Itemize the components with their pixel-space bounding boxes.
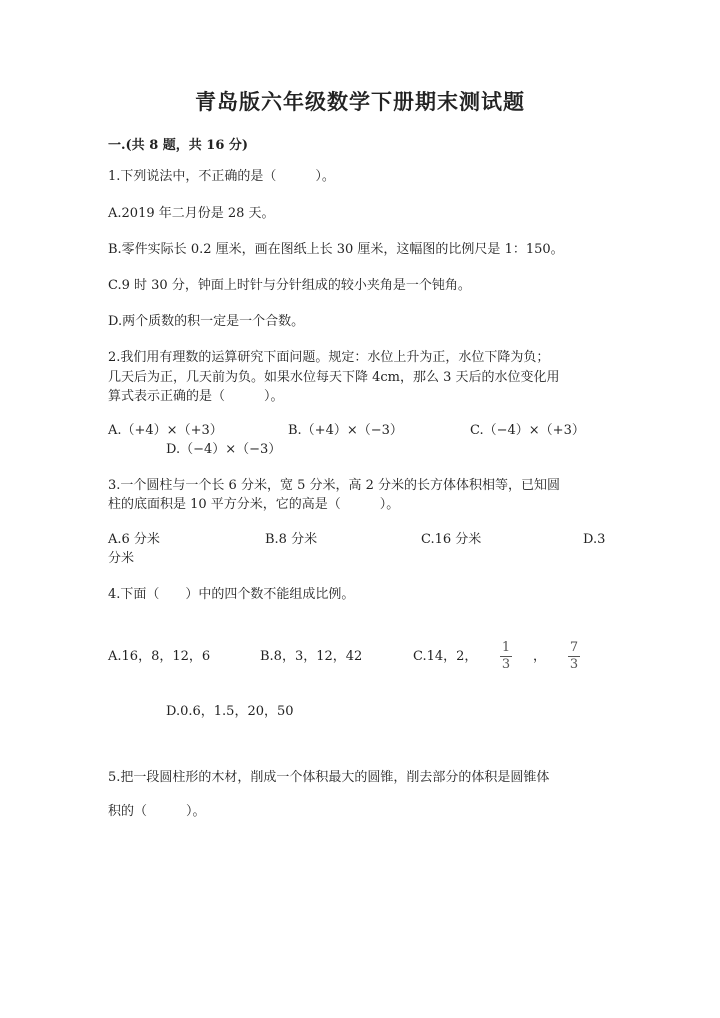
q4-option-c-fraction-2 bbox=[567, 641, 581, 672]
q3-option-b: B.8 分米 bbox=[265, 532, 318, 547]
q4-option-b: B.8，3，12，42 bbox=[260, 649, 363, 664]
section-heading: 一.(共 8 题，共 16 分) bbox=[108, 138, 249, 153]
q1-stem: 1.下列说法中，不正确的是（ ）。 bbox=[108, 169, 335, 184]
q1-option-a: A.2019 年二月份是 28 天。 bbox=[108, 206, 275, 221]
q4-option-c: C.14，2， bbox=[413, 649, 478, 664]
q2-stem-line3: 算式表示正确的是（ ）。 bbox=[108, 389, 284, 404]
q1-option-c: C.9 时 30 分，钟面上时针与分针组成的较小夹角是一个钝角。 bbox=[108, 278, 471, 293]
q2-option-b: B.（+4）×（−3） bbox=[288, 423, 403, 438]
q4-option-d: D.0.6，1.5，20，50 bbox=[166, 704, 294, 719]
page-title: 青岛版六年级数学下册期末测试题 bbox=[195, 89, 525, 114]
q3-option-d: D.3 bbox=[583, 532, 606, 547]
q2-stem-line1: 2.我们用有理数的运算研究下面问题。规定：水位上升为正，水位下降为负； bbox=[108, 350, 550, 365]
q1-option-d: D.两个质数的积一定是一个合数。 bbox=[108, 314, 305, 329]
q4-stem: 4.下面（ ）中的四个数不能组成比例。 bbox=[108, 587, 355, 602]
fraction-denominator: 3 bbox=[501, 657, 511, 672]
q3-stem-line2: 柱的底面积是 10 平方分米，它的高是（ ）。 bbox=[108, 497, 400, 512]
q5-stem-line2: 积的（ ）。 bbox=[108, 804, 206, 819]
q3-option-a: A.6 分米 bbox=[108, 532, 160, 547]
q5-stem-line1: 5.把一段圆柱形的木材，削成一个体积最大的圆锥，削去部分的体积是圆锥体 bbox=[108, 770, 550, 785]
q4-option-a: A.16，8，12，6 bbox=[108, 649, 211, 664]
q2-option-a: A.（+4）×（+3） bbox=[108, 423, 223, 438]
q2-stem-line2: 几天后为正，几天前为负。如果水位每天下降 4cm，那么 3 天后的水位变化用 bbox=[108, 370, 560, 385]
q3-option-d-unit: 分米 bbox=[108, 551, 135, 566]
q1-option-b: B.零件实际长 0.2 厘米，画在图纸上长 30 厘米，这幅图的比例尺是 1：150。 bbox=[108, 242, 564, 257]
q2-option-c: C.（−4）×（+3） bbox=[470, 423, 585, 438]
q4-option-c-separator: ， bbox=[533, 649, 547, 664]
fraction-numerator: 1 bbox=[501, 640, 511, 655]
q3-stem-line1: 3.一个圆柱与一个长 6 分米，宽 5 分米，高 2 分米的长方体体积相等，已知圆 bbox=[108, 478, 561, 493]
fraction-denominator: 3 bbox=[569, 657, 579, 672]
q3-option-c: C.16 分米 bbox=[421, 532, 482, 547]
q2-option-d: D.（−4）×（−3） bbox=[166, 442, 282, 457]
fraction-numerator: 7 bbox=[569, 640, 579, 655]
q4-option-c-fraction-1 bbox=[499, 641, 513, 672]
